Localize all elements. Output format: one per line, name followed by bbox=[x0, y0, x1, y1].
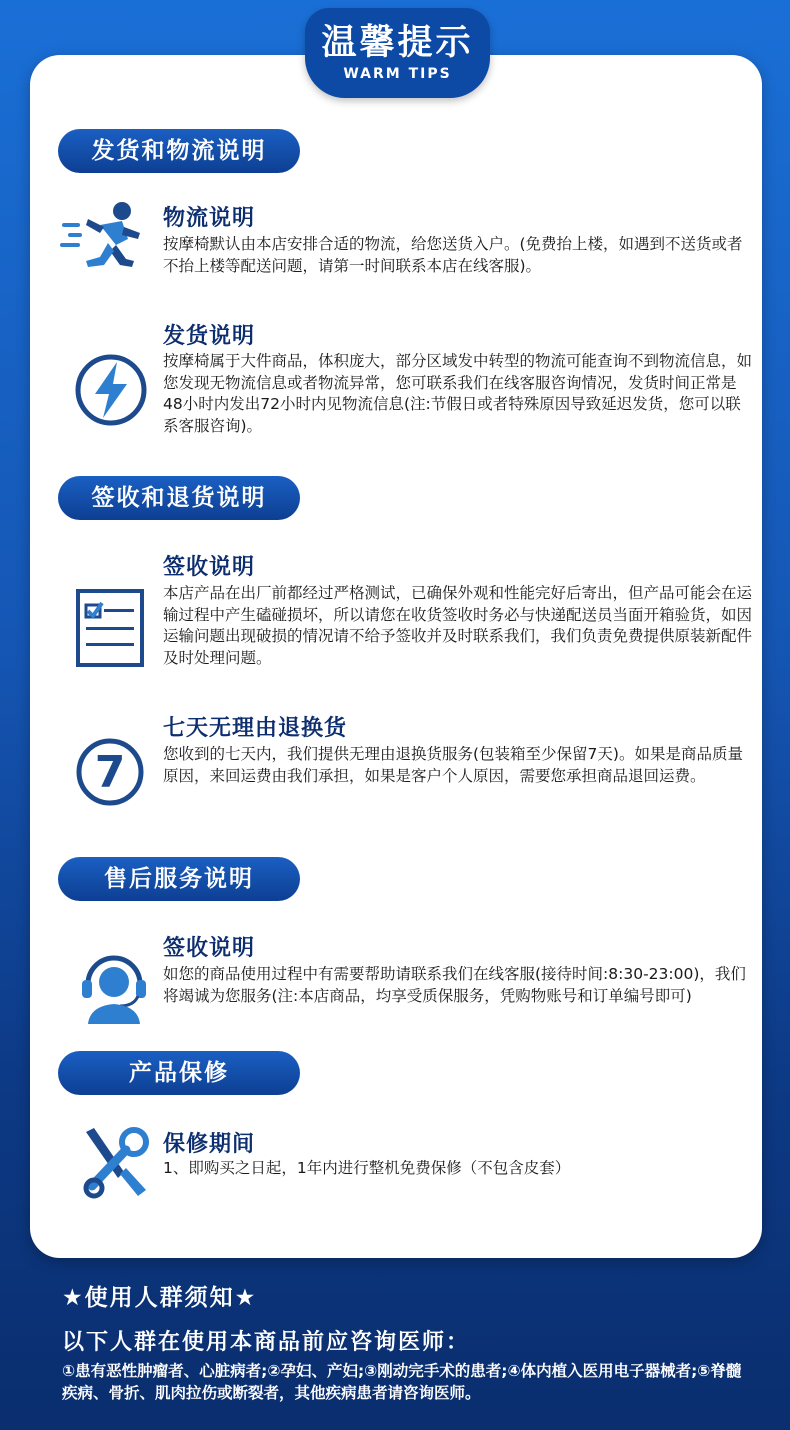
item-title-return: 七天无理由退换货 bbox=[163, 716, 348, 741]
headset-agent-icon bbox=[78, 950, 150, 1028]
tools-icon bbox=[80, 1126, 152, 1204]
item-title-logistics: 物流说明 bbox=[163, 206, 256, 231]
item-title-warranty: 保修期间 bbox=[163, 1132, 256, 1157]
section-pill-receipt: 签收和退货说明 bbox=[58, 476, 300, 520]
section-pill-warranty: 产品保修 bbox=[58, 1051, 300, 1095]
item-title-shipping: 发货说明 bbox=[163, 324, 256, 349]
page-title: 温馨提示 bbox=[321, 23, 474, 63]
section-pill-shipping: 发货和物流说明 bbox=[58, 129, 300, 173]
item-title-aftersales: 签收说明 bbox=[163, 936, 256, 961]
item-title-receipt: 签收说明 bbox=[163, 555, 256, 580]
footer-heading: ★使用人群须知★ bbox=[62, 1285, 258, 1311]
item-body-receipt: 本店产品在出厂前都经过严格测试，已确保外观和性能完好后寄出，但产品可能会在运输过程中产生磕碰损坏，所以请您在收货签收时务必与快递配送员当面开箱验货，如因运输问题出现破损的情况请不给予签收并及时联系我们，我们负责免费提供原装新配件及时处理问题。 bbox=[163, 584, 753, 667]
item-body-aftersales: 如您的商品使用过程中有需要帮助请联系我们在线客服(接待时间:8:30-23:00)，我们将竭诚为您服务(注:本店商品，均享受质保服务，凭购物账号和订单编号即可) bbox=[163, 965, 746, 1005]
page-subtitle: WARM TIPS bbox=[343, 66, 452, 82]
footer-subheading: 以下人群在使用本商品前应咨询医师： bbox=[62, 1330, 471, 1355]
header-tab bbox=[305, 8, 490, 98]
item-body-warranty: 1、即购买之日起，1年内进行整机免费保修（不包含皮套） bbox=[163, 1159, 571, 1177]
svg-text:7: 7 bbox=[94, 747, 126, 798]
lightning-icon bbox=[73, 352, 149, 432]
footer-body: ①患有恶性肿瘤者、心脏病者;②孕妇、产妇;③刚动完手术的患者;④体内植入医用电子器械者;⑤脊髓疾病、骨折、肌肉拉伤或断裂者，其他疾病患者请咨询医师。 bbox=[62, 1362, 742, 1402]
item-body-shipping: 按摩椅属于大件商品，体积庞大，部分区域发中转型的物流可能查询不到物流信息，如您发现无物流信息或者物流异常，您可联系我们在线客服咨询情况，发货时间正常是48小时内发出72小时内见物流信息(注:节假日或者特殊原因导致延迟发货，您可以联系客服咨询)。 bbox=[163, 352, 753, 435]
item-body-return: 您收到的七天内，我们提供无理由退换货服务(包装箱至少保留7天)。如果是商品质量原因，来回运费由我们承担，如果是客户个人原因，需要您承担商品退回运费。 bbox=[163, 745, 743, 785]
checklist-icon bbox=[76, 589, 144, 671]
running-courier-icon bbox=[60, 197, 150, 281]
seven-icon bbox=[75, 737, 145, 811]
section-pill-aftersales: 售后服务说明 bbox=[58, 857, 300, 901]
item-body-logistics: 按摩椅默认由本店安排合适的物流，给您送货入户。(免费抬上楼，如遇到不送货或者不抬上楼等配送问题，请第一时间联系本店在线客服)。 bbox=[163, 235, 743, 275]
